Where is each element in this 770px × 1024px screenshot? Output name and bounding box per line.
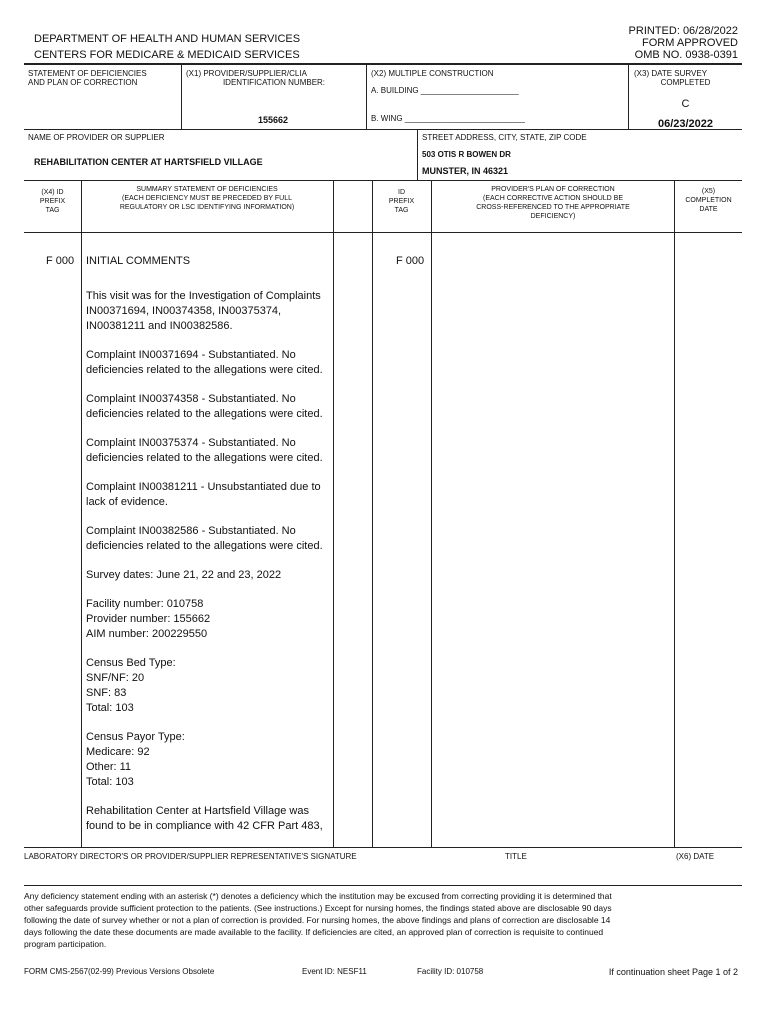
statement-label-1: STATEMENT OF DEFICIENCIES bbox=[28, 69, 147, 78]
survey-completed-date: 06/23/2022 bbox=[657, 118, 714, 130]
disclaimer-text: Any deficiency statement ending with an asterisk (*) denotes a deficiency which the institution may be excused from correcting providing it is determined that other safeguards provide sufficient protection to the patients. (See instructions.) Except for nursing homes, the findings stated above are disclosable 90 days following the date of survey whether or not a plan of correction is provided. For nursing homes, the above findings and plans of correction are disclosable 14 days following the date these documents are made available to the facility. If deficiencies are cited, an approved plan of correction is requisite to continued program participation. bbox=[24, 891, 612, 949]
facility-id: Facility ID: 010758 bbox=[417, 967, 484, 976]
event-id: Event ID: NESF11 bbox=[302, 967, 367, 976]
col-divider bbox=[431, 181, 432, 847]
col-divider bbox=[674, 181, 675, 847]
director-signature-label: LABORATORY DIRECTOR'S OR PROVIDER/SUPPLIER REPRESENTATIVE'S SIGNATURE bbox=[24, 852, 357, 861]
provider-id-number: 155662 bbox=[258, 115, 289, 125]
x5-header: (X5) COMPLETION DATE bbox=[685, 188, 732, 213]
paragraph: This visit was for the Investigation of Complaints IN00371694, IN00374358, IN00375374, IN00381211 and IN00382586. bbox=[86, 290, 321, 332]
omb-number: OMB NO. 0938-0391 bbox=[634, 49, 738, 61]
address-line-2: MUNSTER, IN 46321 bbox=[422, 166, 509, 176]
tag-prefix-left: F 000 bbox=[46, 255, 75, 267]
paragraph: Facility number: 010758 Provider number: 155662 AIM number: 200229550 bbox=[86, 598, 211, 640]
provider-name: REHABILITATION CENTER AT HARTSFIELD VILLAGE bbox=[34, 157, 263, 167]
paragraph: Complaint IN00382586 - Substantiated. No deficiencies related to the allegations were cited. bbox=[86, 525, 323, 552]
divider bbox=[417, 130, 418, 180]
survey-type-code: C bbox=[681, 98, 690, 110]
x3-label-1: (X3) DATE SURVEY bbox=[634, 69, 708, 78]
statement-label-2: AND PLAN OF CORRECTION bbox=[28, 78, 138, 87]
provider-bottom-rule bbox=[24, 180, 742, 181]
paragraph: Complaint IN00374358 - Substantiated. No deficiencies related to the allegations were cited. bbox=[86, 393, 323, 420]
provider-name-label: NAME OF PROVIDER OR SUPPLIER bbox=[28, 133, 165, 142]
top-rule bbox=[24, 63, 742, 65]
column-header-bottom-rule bbox=[24, 232, 742, 233]
summary-header: SUMMARY STATEMENT OF DEFICIENCIES (EACH DEFICIENCY MUST BE PRECEDED BY FULL REGULATORY OR LSC IDENTIFYING INFORMATION) bbox=[119, 186, 295, 211]
comment-body bbox=[86, 289, 332, 848]
col-divider bbox=[333, 181, 334, 847]
tag-prefix-right: F 000 bbox=[396, 255, 425, 267]
x4-header: (X4) ID PREFIX TAG bbox=[39, 189, 66, 214]
signature-date-label: (X6) DATE bbox=[676, 852, 715, 861]
agency-title: CENTERS FOR MEDICARE & MEDICAID SERVICES bbox=[34, 49, 300, 61]
address-label: STREET ADDRESS, CITY, STATE, ZIP CODE bbox=[422, 133, 587, 142]
form-number: FORM CMS-2567(02-99) Previous Versions Obsolete bbox=[24, 967, 215, 976]
divider bbox=[366, 64, 367, 129]
signature-bottom-rule bbox=[24, 885, 742, 886]
paragraph: Census Bed Type: SNF/NF: 20 SNF: 83 Total: 103 bbox=[86, 657, 176, 714]
paragraph: Complaint IN00375374 - Substantiated. No deficiencies related to the allegations were cited. bbox=[86, 437, 323, 464]
title-label: TITLE bbox=[505, 852, 527, 861]
x1-label-1: (X1) PROVIDER/SUPPLIER/CLIA bbox=[186, 69, 307, 78]
wing-line: B. WING ___________________________ bbox=[371, 114, 525, 123]
paragraph: Rehabilitation Center at Hartsfield Village was found to be in compliance with 42 CFR Part 483, bbox=[86, 805, 323, 832]
paragraph: Complaint IN00381211 - Unsubstantiated due to lack of evidence. bbox=[86, 481, 321, 508]
x1-label-2: IDENTIFICATION NUMBER: bbox=[222, 78, 326, 87]
col-divider bbox=[372, 181, 373, 847]
building-line: A. BUILDING ______________________ bbox=[371, 86, 519, 95]
form-approved: FORM APPROVED bbox=[642, 37, 738, 49]
signature-top-rule bbox=[24, 847, 742, 848]
x2-label: (X2) MULTIPLE CONSTRUCTION bbox=[371, 69, 494, 78]
id-header: ID PREFIX TAG bbox=[388, 189, 415, 214]
section-heading: INITIAL COMMENTS bbox=[86, 255, 191, 267]
paragraph: Census Payor Type: Medicare: 92 Other: 11 Total: 103 bbox=[86, 731, 185, 788]
col-divider bbox=[81, 181, 82, 847]
address-line-1: 503 OTIS R BOWEN DR bbox=[422, 150, 511, 159]
plan-header: PROVIDER'S PLAN OF CORRECTION (EACH CORRECTIVE ACTION SHOULD BE CROSS-REFERENCED TO THE APPROPRIATE DEFICIENCY) bbox=[476, 186, 630, 220]
x3-label-2: COMPLETED bbox=[660, 78, 711, 87]
divider bbox=[181, 64, 182, 129]
continuation-page: If continuation sheet Page 1 of 2 bbox=[608, 967, 738, 977]
paragraph: Complaint IN00371694 - Substantiated. No deficiencies related to the allegations were cited. bbox=[86, 349, 323, 376]
department-title: DEPARTMENT OF HEALTH AND HUMAN SERVICES bbox=[34, 33, 301, 45]
paragraph: Survey dates: June 21, 22 and 23, 2022 bbox=[86, 569, 282, 581]
printed-date: PRINTED: 06/28/2022 bbox=[628, 25, 738, 37]
